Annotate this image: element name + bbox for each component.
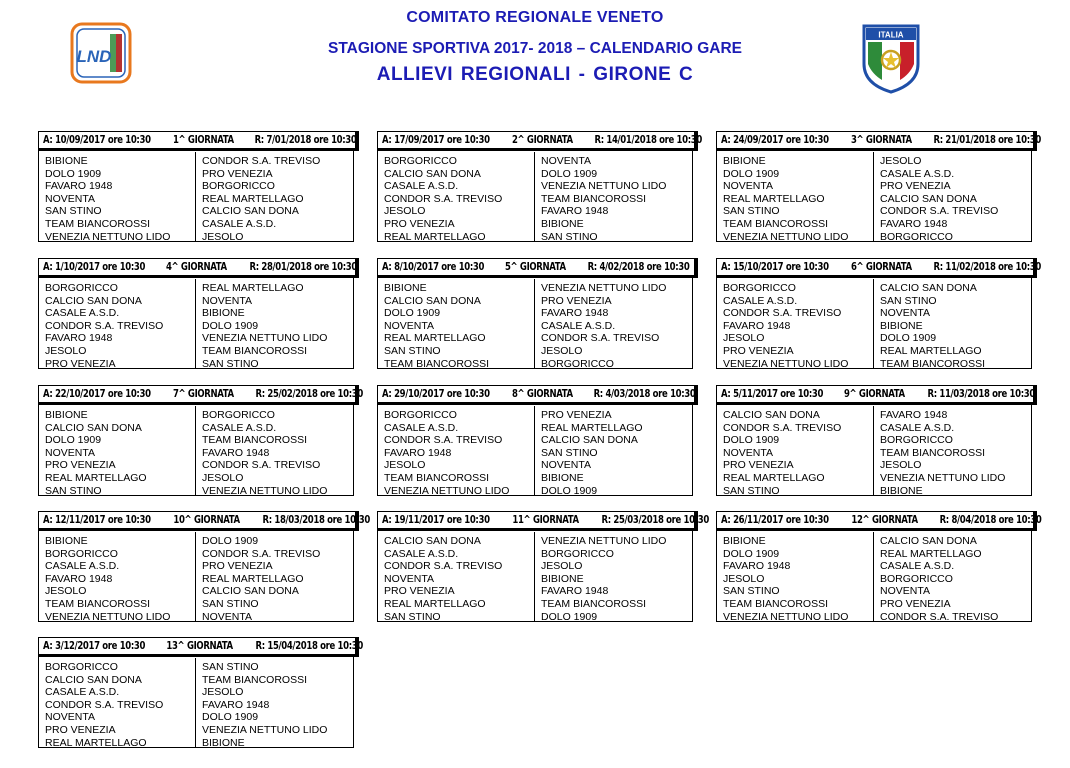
away-team: CONDOR S.A. TREVISO [541, 332, 660, 345]
first-leg-date: A: 29/10/2017 ore 10:30 [381, 387, 490, 400]
away-team: VENEZIA NETTUNO LIDO [541, 282, 667, 294]
round-card [38, 637, 364, 748]
svg-text:ITALIA: ITALIA [878, 30, 904, 40]
away-teams-column [874, 406, 1031, 495]
away-team: SAN STINO [541, 446, 598, 459]
home-teams-column [39, 532, 196, 621]
home-team: SAN STINO [723, 205, 780, 218]
away-team: TEAM BIANCOROSSI [202, 344, 308, 357]
away-team: SAN STINO [880, 294, 937, 307]
away-team: FAVARO 1948 [541, 307, 609, 320]
home-team: CONDOR S.A. TREVISO [384, 560, 503, 573]
away-teams-column [196, 152, 353, 241]
away-team: CASALE A.S.D. [202, 421, 277, 434]
home-team: CASALE A.S.D. [384, 180, 459, 193]
away-team: CALCIO SAN DONA [202, 205, 299, 218]
away-team: BIBIONE [541, 217, 584, 230]
round-number: 8^ GIORNATA [511, 387, 573, 400]
away-teams-column [196, 279, 353, 368]
away-team: VENEZIA NETTUNO LIDO [202, 723, 328, 736]
round-number: 11^ GIORNATA [512, 513, 579, 526]
away-team: BORGORICCO [202, 180, 275, 193]
home-team: TEAM BIANCOROSSI [384, 357, 490, 368]
first-leg-date: A: 22/10/2017 ore 10:30 [42, 387, 151, 400]
away-team: BIBIONE [880, 484, 923, 495]
first-leg-date: A: 15/10/2017 ore 10:30 [720, 260, 829, 273]
home-team: BORGORICCO [723, 282, 796, 294]
home-teams-column [39, 406, 196, 495]
home-team: CASALE A.S.D. [45, 686, 120, 699]
away-teams-column [196, 406, 353, 495]
home-team: BIBIONE [45, 155, 88, 167]
away-team: CASALE A.S.D. [880, 421, 955, 434]
away-team: FAVARO 1948 [880, 217, 948, 230]
home-team: BIBIONE [723, 535, 766, 547]
home-team: SAN STINO [384, 344, 441, 357]
away-team: CONDOR S.A. TREVISO [202, 459, 321, 472]
away-teams-column [535, 406, 692, 495]
away-teams-column [874, 279, 1031, 368]
away-team: SAN STINO [202, 597, 259, 610]
home-team: BORGORICCO [45, 547, 118, 560]
round-header [716, 385, 1037, 405]
away-team: VENEZIA NETTUNO LIDO [541, 535, 667, 547]
away-team: SAN STINO [202, 357, 259, 368]
away-team: NOVENTA [541, 459, 591, 472]
round-card [377, 131, 703, 242]
round-card [716, 511, 1042, 622]
home-team: BIBIONE [45, 535, 88, 547]
league-title: ALLIEVI REGIONALI - GIRONE C [376, 64, 694, 85]
round-number: 6^ GIORNATA [850, 260, 912, 273]
home-team: PRO VENEZIA [723, 459, 794, 472]
home-team: JESOLO [384, 459, 426, 472]
away-team: TEAM BIANCOROSSI [202, 434, 308, 447]
document-header [0, 0, 1070, 110]
away-team: CONDOR S.A. TREVISO [202, 547, 321, 560]
away-team: BIBIONE [541, 572, 584, 585]
home-team: VENEZIA NETTUNO LIDO [384, 484, 510, 495]
away-team: VENEZIA NETTUNO LIDO [880, 471, 1006, 484]
round-number: 2^ GIORNATA [511, 133, 573, 146]
home-teams-column [717, 406, 874, 495]
round-header [38, 258, 359, 278]
home-team: DOLO 1909 [723, 434, 780, 447]
home-team: NOVENTA [45, 192, 95, 205]
home-team: JESOLO [723, 332, 765, 345]
home-team: FAVARO 1948 [384, 446, 452, 459]
home-team: SAN STINO [723, 484, 780, 495]
round-number: 1^ GIORNATA [172, 133, 234, 146]
home-team: REAL MARTELLAGO [384, 597, 486, 610]
round-card [38, 511, 370, 622]
home-teams-column [378, 279, 535, 368]
away-team: BIBIONE [541, 471, 584, 484]
home-team: TEAM BIANCOROSSI [45, 217, 151, 230]
home-team: JESOLO [45, 585, 87, 598]
away-team: JESOLO [202, 686, 244, 699]
home-team: NOVENTA [384, 319, 434, 332]
first-leg-date: A: 17/09/2017 ore 10:30 [381, 133, 490, 146]
home-team: DOLO 1909 [723, 167, 780, 180]
committee-title: COMITATO REGIONALE VENETO [406, 9, 664, 26]
away-team: CASALE A.S.D. [880, 167, 955, 180]
round-header [377, 385, 698, 405]
round-header [38, 131, 359, 151]
home-team: CALCIO SAN DONA [45, 673, 142, 686]
first-leg-date: A: 10/09/2017 ore 10:30 [42, 133, 151, 146]
first-leg-date: A: 12/11/2017 ore 10:30 [42, 513, 151, 526]
home-team: CALCIO SAN DONA [45, 294, 142, 307]
away-team: REAL MARTELLAGO [880, 547, 982, 560]
home-team: BORGORICCO [384, 155, 457, 167]
away-teams-column [196, 532, 353, 621]
round-card [716, 385, 1035, 496]
away-team: DOLO 1909 [880, 332, 937, 345]
away-team: CALCIO SAN DONA [880, 192, 977, 205]
away-team: BORGORICCO [541, 357, 614, 368]
home-team: PRO VENEZIA [384, 585, 455, 598]
away-team: BORGORICCO [880, 230, 953, 241]
away-team: BORGORICCO [880, 572, 953, 585]
first-leg-date: A: 8/10/2017 ore 10:30 [381, 260, 484, 273]
home-teams-column [39, 279, 196, 368]
home-team: CALCIO SAN DONA [384, 294, 481, 307]
round-card [38, 131, 357, 242]
home-teams-column [39, 658, 196, 747]
away-team: FAVARO 1948 [541, 585, 609, 598]
away-team: NOVENTA [541, 155, 591, 167]
match-list [378, 406, 692, 495]
home-team: CALCIO SAN DONA [384, 535, 481, 547]
away-team: SAN STINO [541, 230, 598, 241]
home-team: BORGORICCO [384, 409, 457, 421]
away-teams-column [535, 152, 692, 241]
away-team: TEAM BIANCOROSSI [541, 597, 647, 610]
home-team: CALCIO SAN DONA [723, 409, 820, 421]
figc-shield-icon [860, 22, 922, 94]
home-teams-column [717, 152, 874, 241]
away-team: BIBIONE [202, 307, 245, 320]
round-header [38, 385, 364, 405]
match-list [378, 152, 692, 241]
away-team: CASALE A.S.D. [541, 319, 616, 332]
away-team: BORGORICCO [541, 547, 614, 560]
away-team: FAVARO 1948 [202, 698, 270, 711]
home-teams-column [378, 532, 535, 621]
round-header [377, 258, 698, 278]
home-team: FAVARO 1948 [45, 180, 113, 193]
round-card [377, 385, 696, 496]
home-team: TEAM BIANCOROSSI [45, 597, 151, 610]
first-leg-date: A: 26/11/2017 ore 10:30 [720, 513, 829, 526]
return-leg-date: R: 15/04/2018 ore 10:30 [255, 639, 364, 652]
round-card [377, 511, 709, 622]
away-team: SAN STINO [202, 661, 259, 673]
away-team: TEAM BIANCOROSSI [880, 357, 986, 368]
away-team: CASALE A.S.D. [880, 560, 955, 573]
round-header [38, 511, 370, 531]
home-team: BORGORICCO [45, 661, 118, 673]
away-team: CONDOR S.A. TREVISO [880, 610, 999, 621]
home-team: TEAM BIANCOROSSI [723, 597, 829, 610]
home-team: NOVENTA [723, 180, 773, 193]
home-team: PRO VENEZIA [45, 723, 116, 736]
away-team: REAL MARTELLAGO [202, 572, 304, 585]
home-team: REAL MARTELLAGO [45, 471, 147, 484]
home-team: TEAM BIANCOROSSI [723, 217, 829, 230]
away-team: CALCIO SAN DONA [541, 434, 638, 447]
away-team: PRO VENEZIA [202, 167, 273, 180]
home-team: FAVARO 1948 [723, 319, 791, 332]
away-team: JESOLO [880, 155, 922, 167]
svg-text:LND: LND [76, 47, 112, 66]
away-team: FAVARO 1948 [880, 409, 948, 421]
home-team: CASALE A.S.D. [384, 547, 459, 560]
round-number: 9^ GIORNATA [844, 387, 905, 400]
home-team: TEAM BIANCOROSSI [384, 471, 490, 484]
away-team: PRO VENEZIA [541, 294, 612, 307]
away-team: PRO VENEZIA [202, 560, 273, 573]
away-team: DOLO 1909 [202, 535, 259, 547]
home-team: NOVENTA [723, 446, 773, 459]
away-team: PRO VENEZIA [880, 597, 951, 610]
away-team: CALCIO SAN DONA [202, 585, 299, 598]
home-team: PRO VENEZIA [45, 357, 116, 368]
away-teams-column [535, 532, 692, 621]
home-team: CALCIO SAN DONA [45, 421, 142, 434]
return-leg-date: R: 28/01/2018 ore 10:30 [249, 260, 357, 273]
round-number: 13^ GIORNATA [166, 639, 233, 652]
return-leg-date: R: 11/03/2018 ore 10:30 [927, 387, 1035, 400]
home-team: CONDOR S.A. TREVISO [45, 319, 164, 332]
round-number: 5^ GIORNATA [505, 260, 566, 273]
away-teams-column [874, 152, 1031, 241]
round-number: 10^ GIORNATA [173, 513, 240, 526]
match-list [717, 152, 1031, 241]
away-team: BIBIONE [202, 736, 245, 747]
home-team: SAN STINO [384, 610, 441, 621]
away-team: CALCIO SAN DONA [880, 282, 977, 294]
round-number: 4^ GIORNATA [166, 260, 227, 273]
match-list [39, 532, 353, 621]
round-number: 3^ GIORNATA [850, 133, 912, 146]
away-team: JESOLO [541, 560, 583, 573]
away-team: CASALE A.S.D. [202, 217, 277, 230]
round-card [716, 131, 1042, 242]
away-team: TEAM BIANCOROSSI [202, 673, 308, 686]
away-team: TEAM BIANCOROSSI [541, 192, 647, 205]
first-leg-date: A: 1/10/2017 ore 10:30 [42, 260, 145, 273]
away-team: DOLO 1909 [541, 610, 598, 621]
away-team: FAVARO 1948 [202, 446, 270, 459]
season-title: STAGIONE SPORTIVA 2017- 2018 – CALENDARIO GARE [327, 40, 742, 57]
home-team: CONDOR S.A. TREVISO [723, 307, 842, 320]
home-team: FAVARO 1948 [45, 332, 113, 345]
away-team: REAL MARTELLAGO [880, 344, 982, 357]
home-team: CONDOR S.A. TREVISO [384, 192, 503, 205]
away-team: NOVENTA [202, 610, 252, 621]
away-team: JESOLO [541, 344, 583, 357]
round-header [377, 511, 709, 531]
away-team: CONDOR S.A. TREVISO [202, 155, 321, 167]
home-team: VENEZIA NETTUNO LIDO [723, 610, 849, 621]
return-leg-date: R: 14/01/2018 ore 10:30 [594, 133, 703, 146]
away-team: FAVARO 1948 [541, 205, 609, 218]
home-team: PRO VENEZIA [45, 459, 116, 472]
first-leg-date: A: 3/12/2017 ore 10:30 [42, 639, 145, 652]
away-teams-column [535, 279, 692, 368]
home-team: FAVARO 1948 [45, 572, 113, 585]
home-team: DOLO 1909 [45, 434, 102, 447]
home-teams-column [378, 152, 535, 241]
return-leg-date: R: 4/03/2018 ore 10:30 [593, 387, 696, 400]
away-team: CALCIO SAN DONA [880, 535, 977, 547]
round-number: 12^ GIORNATA [851, 513, 918, 526]
away-team: TEAM BIANCOROSSI [880, 446, 986, 459]
away-teams-column [874, 532, 1031, 621]
home-team: CALCIO SAN DONA [384, 167, 481, 180]
home-team: SAN STINO [723, 585, 780, 598]
away-team: VENEZIA NETTUNO LIDO [202, 484, 328, 495]
match-list [39, 658, 353, 747]
away-team: REAL MARTELLAGO [202, 192, 304, 205]
home-team: PRO VENEZIA [384, 217, 455, 230]
return-leg-date: R: 4/02/2018 ore 10:30 [587, 260, 690, 273]
round-header [38, 637, 364, 657]
home-team: BIBIONE [45, 409, 88, 421]
first-leg-date: A: 19/11/2017 ore 10:30 [381, 513, 490, 526]
first-leg-date: A: 5/11/2017 ore 10:30 [720, 387, 823, 400]
return-leg-date: R: 8/04/2018 ore 10:30 [939, 513, 1042, 526]
home-team: VENEZIA NETTUNO LIDO [45, 230, 171, 241]
round-card [38, 385, 364, 496]
away-team: REAL MARTELLAGO [202, 282, 304, 294]
home-teams-column [39, 152, 196, 241]
away-team: DOLO 1909 [202, 711, 259, 724]
home-team: CASALE A.S.D. [723, 294, 798, 307]
match-list [378, 532, 692, 621]
away-team: NOVENTA [880, 585, 930, 598]
home-team: JESOLO [723, 572, 765, 585]
match-list [39, 152, 353, 241]
home-team: CASALE A.S.D. [384, 421, 459, 434]
away-team: NOVENTA [202, 294, 252, 307]
home-teams-column [378, 406, 535, 495]
away-team: DOLO 1909 [541, 167, 598, 180]
home-team: REAL MARTELLAGO [723, 471, 825, 484]
home-team: REAL MARTELLAGO [45, 736, 147, 747]
home-team: DOLO 1909 [723, 547, 780, 560]
away-team: JESOLO [202, 471, 244, 484]
away-team: BORGORICCO [202, 409, 275, 421]
match-list [717, 406, 1031, 495]
match-list [39, 279, 353, 368]
home-team: NOVENTA [384, 572, 434, 585]
home-team: CONDOR S.A. TREVISO [723, 421, 842, 434]
round-header [716, 511, 1042, 531]
away-team: CONDOR S.A. TREVISO [880, 205, 999, 218]
home-team: VENEZIA NETTUNO LIDO [723, 230, 849, 241]
round-card [38, 258, 357, 369]
home-teams-column [717, 279, 874, 368]
home-team: SAN STINO [45, 484, 102, 495]
return-leg-date: R: 21/01/2018 ore 10:30 [933, 133, 1042, 146]
away-team: VENEZIA NETTUNO LIDO [202, 332, 328, 345]
home-team: NOVENTA [45, 446, 95, 459]
away-teams-column [196, 658, 353, 747]
home-team: JESOLO [384, 205, 426, 218]
return-leg-date: R: 11/02/2018 ore 10:30 [933, 260, 1042, 273]
match-list [717, 532, 1031, 621]
away-team: JESOLO [202, 230, 244, 241]
home-team: REAL MARTELLAGO [723, 192, 825, 205]
home-team: VENEZIA NETTUNO LIDO [45, 610, 171, 621]
round-card [377, 258, 693, 369]
first-leg-date: A: 24/09/2017 ore 10:30 [720, 133, 829, 146]
home-team: CASALE A.S.D. [45, 307, 120, 320]
away-team: DOLO 1909 [202, 319, 259, 332]
round-header [377, 131, 703, 151]
away-team: JESOLO [880, 459, 922, 472]
home-team: NOVENTA [45, 711, 95, 724]
home-team: BIBIONE [723, 155, 766, 167]
home-team: REAL MARTELLAGO [384, 332, 486, 345]
home-team: FAVARO 1948 [723, 560, 791, 573]
home-team: PRO VENEZIA [723, 344, 794, 357]
home-team: DOLO 1909 [45, 167, 102, 180]
match-list [39, 406, 353, 495]
home-team: REAL MARTELLAGO [384, 230, 486, 241]
home-team: SAN STINO [45, 205, 102, 218]
home-team: CONDOR S.A. TREVISO [384, 434, 503, 447]
return-leg-date: R: 18/03/2018 ore 10:30 [262, 513, 370, 526]
home-team: BIBIONE [384, 282, 427, 294]
home-team: CONDOR S.A. TREVISO [45, 698, 164, 711]
away-team: REAL MARTELLAGO [541, 421, 643, 434]
home-team: DOLO 1909 [384, 307, 441, 320]
away-team: VENEZIA NETTUNO LIDO [541, 180, 667, 193]
round-header [716, 131, 1042, 151]
home-teams-column [717, 532, 874, 621]
round-card [716, 258, 1042, 369]
home-team: VENEZIA NETTUNO LIDO [723, 357, 849, 368]
home-team: JESOLO [45, 344, 87, 357]
round-number: 7^ GIORNATA [172, 387, 234, 400]
return-leg-date: R: 25/03/2018 ore 10:30 [601, 513, 709, 526]
return-leg-date: R: 7/01/2018 ore 10:30 [254, 133, 357, 146]
away-team: PRO VENEZIA [880, 180, 951, 193]
away-team: BIBIONE [880, 319, 923, 332]
home-team: BORGORICCO [45, 282, 118, 294]
away-team: PRO VENEZIA [541, 409, 612, 421]
away-team: NOVENTA [880, 307, 930, 320]
match-list [717, 279, 1031, 368]
return-leg-date: R: 25/02/2018 ore 10:30 [255, 387, 364, 400]
match-list [378, 279, 692, 368]
round-header [716, 258, 1042, 278]
home-team: CASALE A.S.D. [45, 560, 120, 573]
away-team: BORGORICCO [880, 434, 953, 447]
away-team: DOLO 1909 [541, 484, 598, 495]
